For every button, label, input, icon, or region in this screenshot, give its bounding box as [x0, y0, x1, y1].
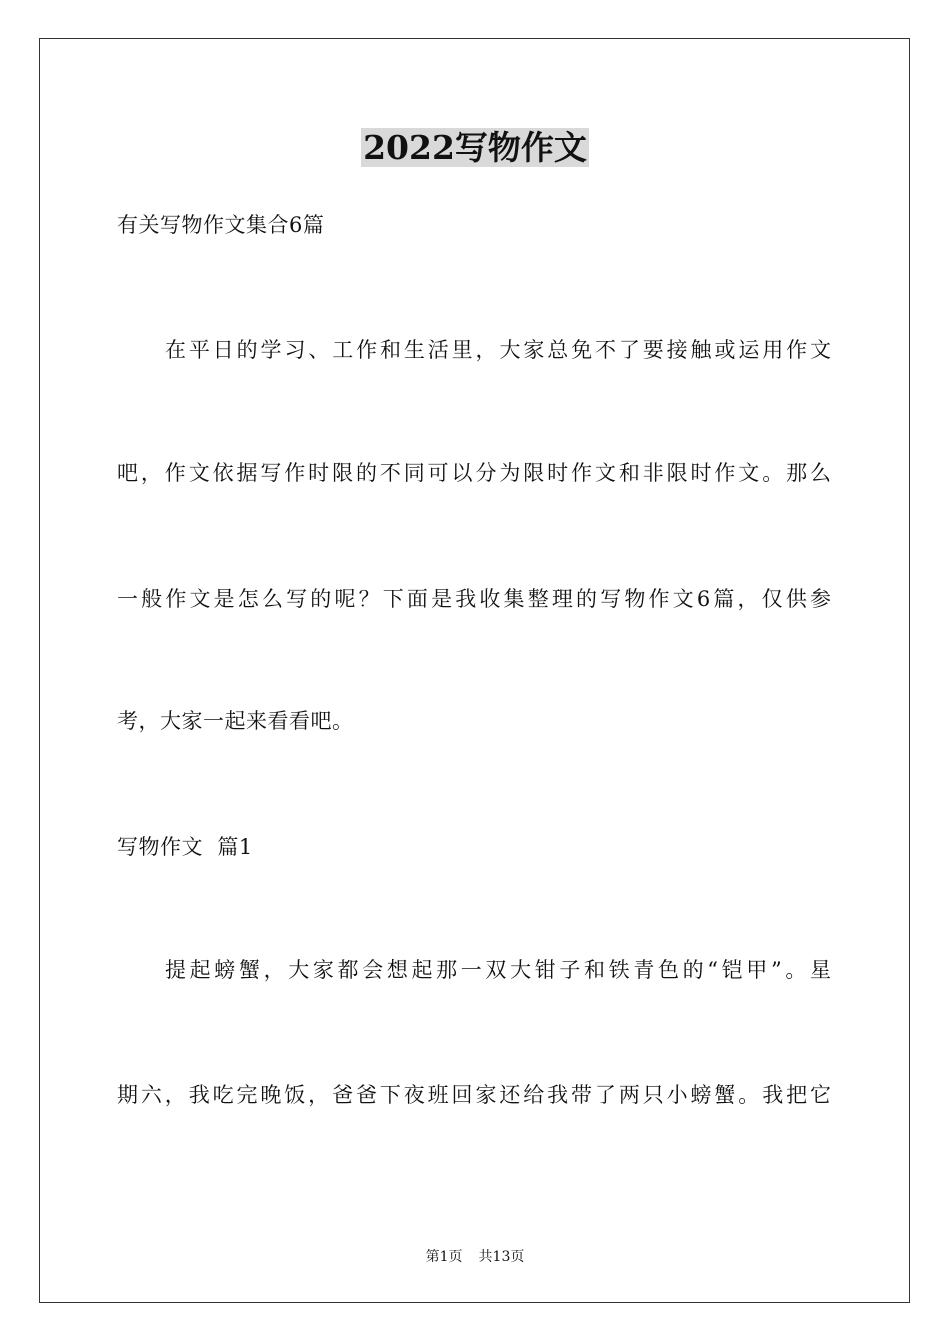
document-title	[0, 126, 950, 170]
section-heading: 写物作文 篇1	[117, 835, 253, 859]
document-subtitle: 有关写物作文集合6篇	[117, 213, 325, 237]
section-line-1: 提起螃蟹，大家都会想起那一双大钳子和铁青色的“铠甲”。星	[165, 958, 831, 982]
page-number: 第1页	[425, 1249, 463, 1265]
page-total: 共13页	[478, 1249, 525, 1265]
section-line-2: 期六，我吃完晚饭，爸爸下夜班回家还给我带了两只小螃蟹。我把它	[117, 1083, 831, 1107]
intro-line-4: 考，大家一起来看看吧。	[117, 709, 354, 733]
intro-line-3: 一般作文是怎么写的呢？下面是我收集整理的写物作文6篇，仅供参	[117, 587, 831, 611]
document-title-text: 2022写物作文	[363, 128, 587, 167]
intro-line-1: 在平日的学习、工作和生活里，大家总免不了要接触或运用作文	[165, 338, 831, 362]
intro-line-2: 吧，作文依据写作时限的不同可以分为限时作文和非限时作文。那么	[117, 461, 831, 485]
page-footer	[0, 1247, 950, 1267]
